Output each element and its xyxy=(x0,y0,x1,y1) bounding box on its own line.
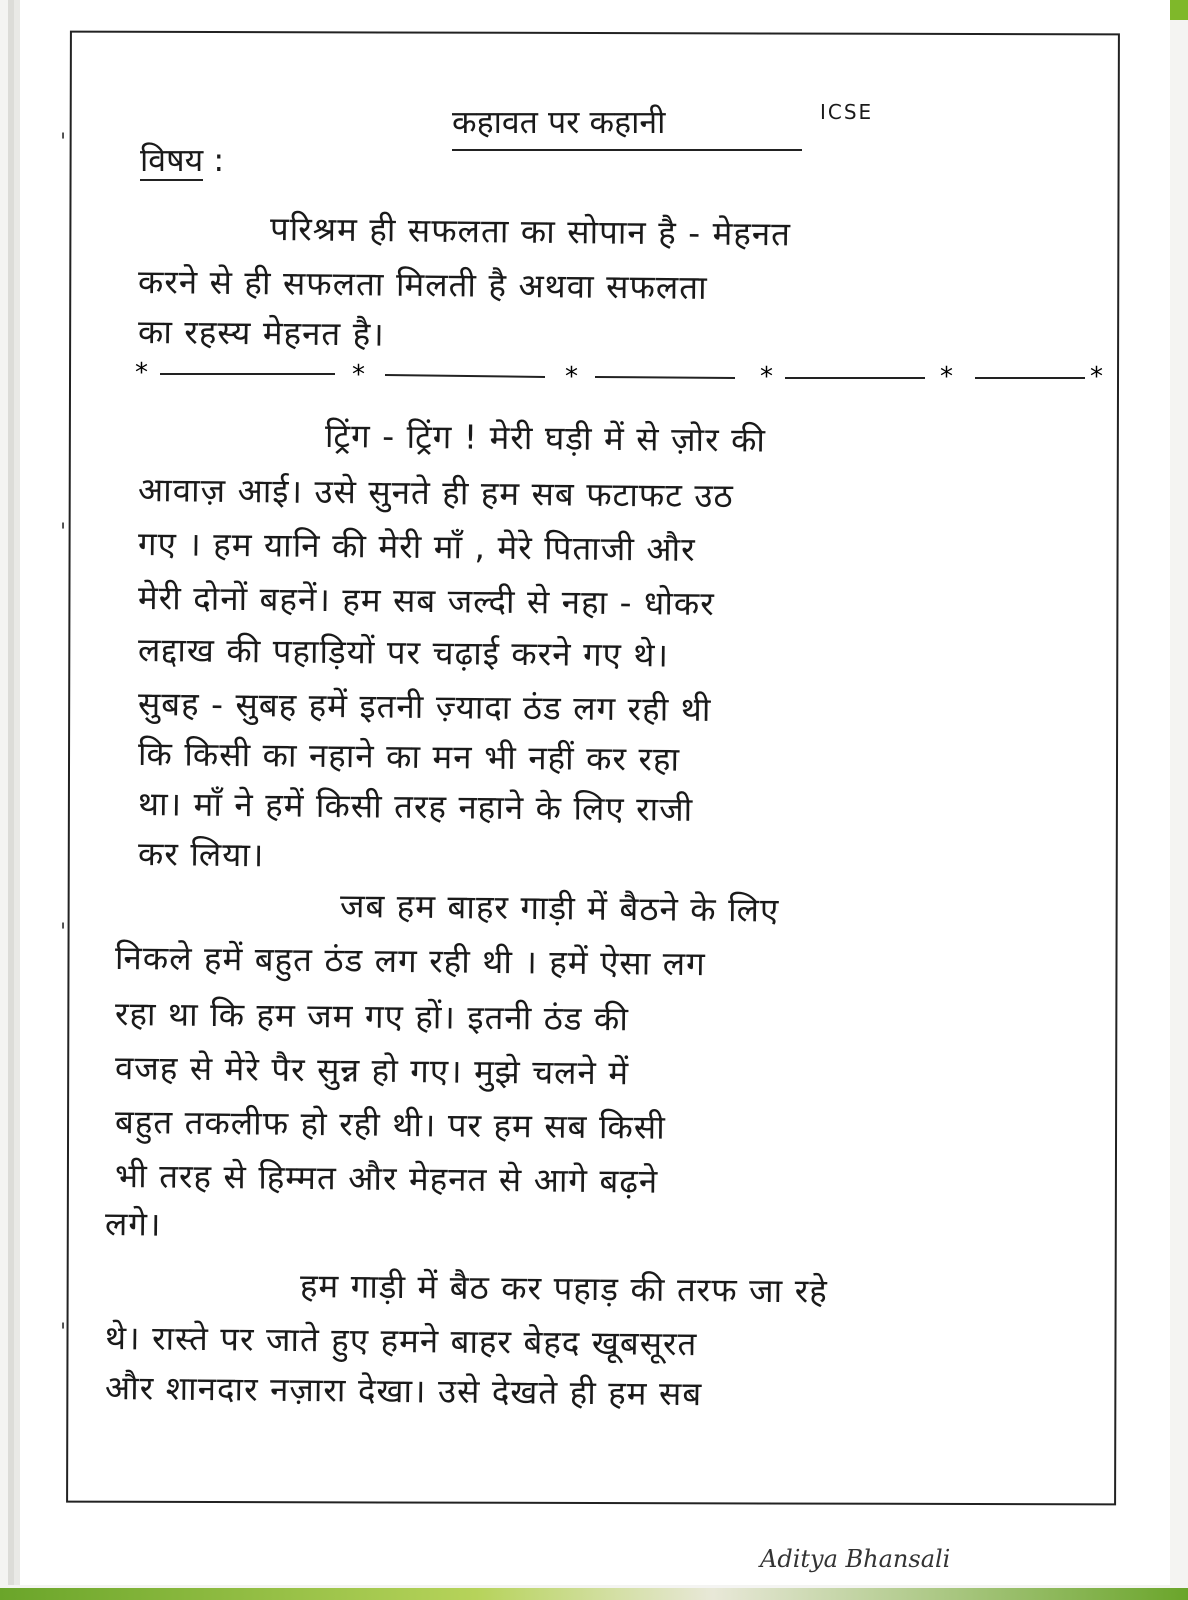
margin-mark: ' xyxy=(60,920,67,945)
subject-colon: : xyxy=(213,141,225,179)
separator-star: * xyxy=(940,362,953,392)
text-line: का रहस्य मेहनत है। xyxy=(137,312,385,354)
separator-star: * xyxy=(352,360,365,390)
text-line: जब हम बाहर गाड़ी में बैठने के लिए xyxy=(339,886,780,930)
text-line: सुबह - सुबह हमें इतनी ज़्यादा ठंड लग रही थी xyxy=(137,684,712,730)
text-line: बहुत तकलीफ हो रही थी। पर हम सब किसी xyxy=(114,1102,666,1147)
separator-star: * xyxy=(1090,362,1103,392)
text-line: ट्रिंग - ट्रिंग ! मेरी घड़ी में से ज़ोर की xyxy=(324,416,767,460)
margin-mark: ' xyxy=(60,130,67,155)
text-line: था। माँ ने हमें किसी तरह नहाने के लिए राजी xyxy=(137,784,694,829)
text-line: लद्दाख की पहाड़ियों पर चढ़ाई करने गए थे। xyxy=(137,630,670,675)
margin-mark: ' xyxy=(60,520,67,545)
text-line: वजह से मेरे पैर सुन्न हो गए। मुझे चलने में xyxy=(114,1048,630,1093)
text-line: हम गाड़ी में बैठ कर पहाड़ की तरफ जा रहे xyxy=(299,1266,828,1311)
board-tag: ICSE xyxy=(820,100,874,124)
text-line: करने से ही सफलता मिलती है अथवा सफलता xyxy=(137,262,708,307)
text-line: कर लिया। xyxy=(137,834,265,875)
text-line: आवाज़ आई। उसे सुनते ही हम सब फटाफट उठ xyxy=(137,470,734,516)
text-line: निकले हमें बहुत ठंड लग रही थी । हमें ऐसा लग xyxy=(114,938,706,984)
background-edge xyxy=(0,1588,1188,1600)
text-line: मेरी दोनों बहनें। हम सब जल्दी से नहा - धोकर xyxy=(137,578,715,624)
separator-star: * xyxy=(135,358,148,388)
separator-line xyxy=(135,360,1105,390)
text-line: और शानदार नज़ारा देखा। उसे देखते ही हम सब xyxy=(104,1368,703,1414)
text-line: भी तरह से हिम्मत और मेहनत से आगे बढ़ने xyxy=(114,1156,659,1201)
page-title: कहावत पर कहानी xyxy=(452,100,802,151)
margin-mark: ' xyxy=(60,1320,67,1345)
text-line: लगे। xyxy=(104,1204,162,1244)
separator-star: * xyxy=(565,362,578,392)
text-line: कि किसी का नहाने का मन भी नहीं कर रहा xyxy=(137,734,681,779)
text-line: थे। रास्ते पर जाते हुए हमने बाहर बेहद खूबसूरत xyxy=(104,1318,698,1364)
text-line: रहा था कि हम जम गए हों। इतनी ठंड की xyxy=(114,994,630,1039)
subject-label xyxy=(140,138,224,181)
subject-label-text: विषय xyxy=(140,141,204,179)
text-line: गए । हम यानि की मेरी माँ , मेरे पिताजी और xyxy=(137,524,696,569)
signature: Aditya Bhansali xyxy=(760,1545,951,1573)
separator-star: * xyxy=(760,362,773,392)
text-line: परिश्रम ही सफलता का सोपान है - मेहनत xyxy=(269,209,792,254)
